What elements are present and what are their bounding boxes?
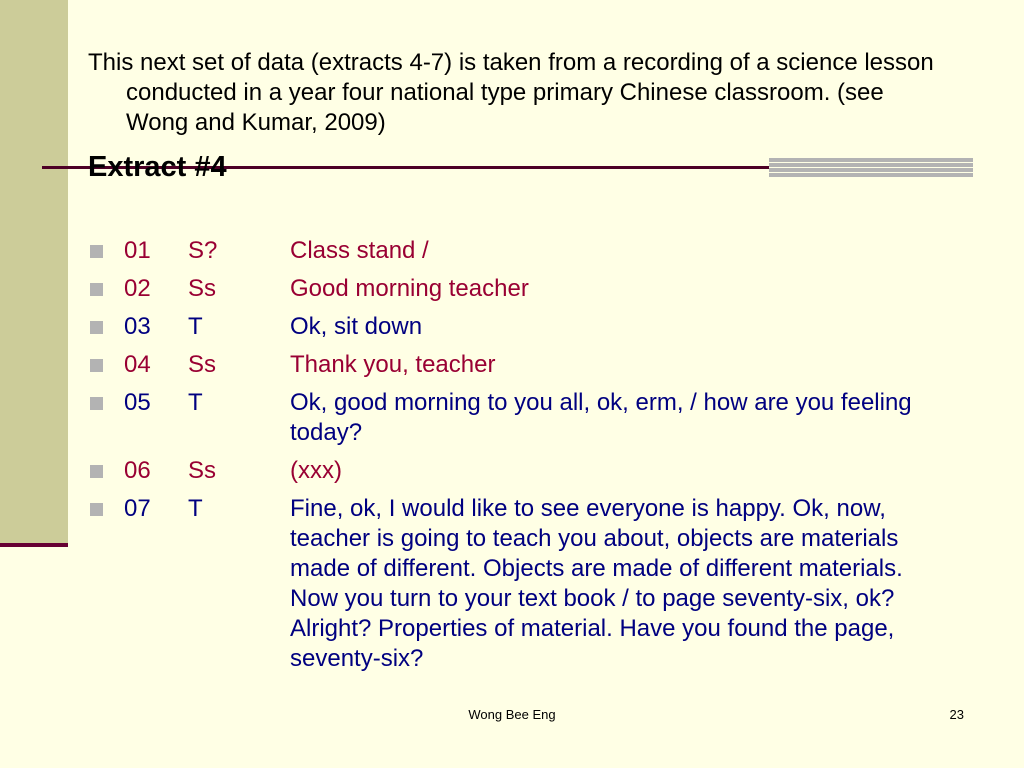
side-band-divider xyxy=(0,543,68,547)
footer-author: Wong Bee Eng xyxy=(468,707,556,722)
speaker: T xyxy=(188,495,203,522)
side-band xyxy=(0,0,68,545)
square-bullet-icon xyxy=(90,397,103,410)
utterance: Thank you, teacher xyxy=(290,351,496,378)
square-bullet-icon xyxy=(90,283,103,296)
transcript-line xyxy=(88,494,968,674)
speaker: Ss xyxy=(188,275,217,302)
transcript-line xyxy=(88,388,968,448)
transcript-line xyxy=(88,274,968,304)
utterance: Class stand / xyxy=(290,237,429,264)
line-number: 07 xyxy=(124,495,151,522)
square-bullet-icon xyxy=(90,359,103,372)
square-bullet-icon xyxy=(90,465,103,478)
line-number: 03 xyxy=(124,313,151,340)
extract-heading: Extract #4 xyxy=(88,151,227,183)
square-bullet-icon xyxy=(90,321,103,334)
speaker: S? xyxy=(188,237,218,264)
square-bullet-icon xyxy=(90,503,103,516)
speaker: T xyxy=(188,313,203,340)
line-number: 04 xyxy=(124,351,151,378)
transcript-line xyxy=(88,350,968,380)
utterance: Ok, sit down xyxy=(290,313,423,340)
square-bullet-icon xyxy=(90,245,103,258)
speaker: Ss xyxy=(188,351,217,378)
slide-number: 23 xyxy=(949,707,964,722)
transcript-line xyxy=(88,236,968,266)
utterance: Fine, ok, I would like to see everyone is happy. Ok, now, teacher is going to teach you about, objects are materials made of different. Objects are made of different materials. Now you turn to your text book / to page seventy-six, ok? Alright? Properties of material. Have you found the page, seventy-six? xyxy=(290,495,917,672)
line-number: 05 xyxy=(124,389,151,416)
speaker: T xyxy=(188,389,203,416)
utterance: (xxx) xyxy=(290,457,342,484)
utterance: Good morning teacher xyxy=(290,275,529,302)
transcript-line xyxy=(88,312,968,342)
utterance: Ok, good morning to you all, ok, erm, / how are you feeling today? xyxy=(290,389,925,446)
speaker: Ss xyxy=(188,457,217,484)
line-number: 02 xyxy=(124,275,151,302)
transcript-list xyxy=(88,236,968,682)
accent-bar xyxy=(769,158,973,178)
line-number: 01 xyxy=(124,237,151,264)
line-number: 06 xyxy=(124,457,151,484)
intro-paragraph: This next set of data (extracts 4-7) is taken from a recording of a science lesson conducted in a year four national type primary Chinese classroom. (see Wong and Kumar, 2009) xyxy=(88,49,934,136)
transcript-line xyxy=(88,456,968,486)
